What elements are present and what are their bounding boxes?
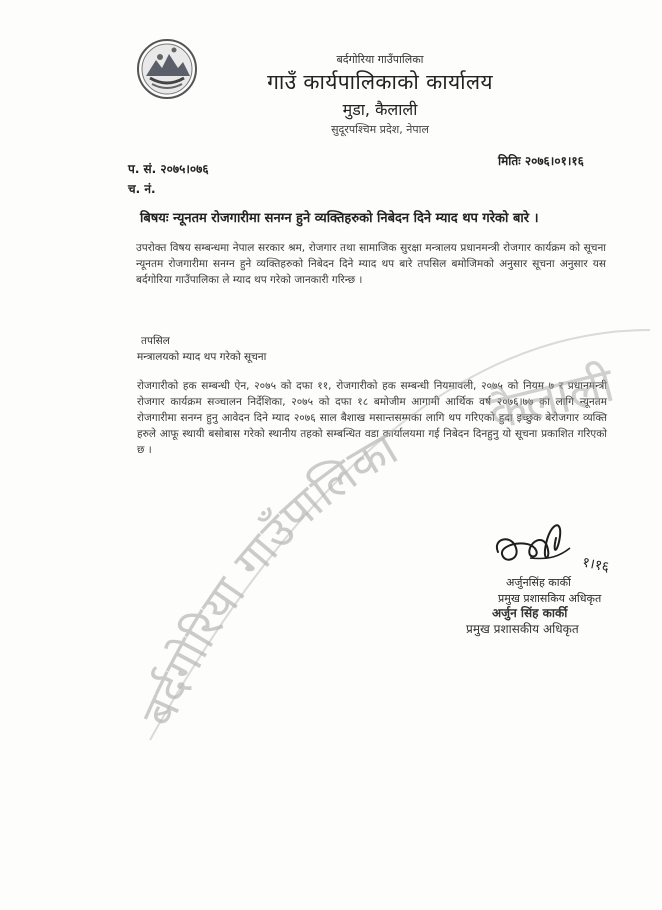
province-line: सुदूरपश्चिम प्रदेश, नेपाल [331,123,429,136]
stamp-arc-text: बर्दगोरिया गाउँपालिका [130,421,407,735]
signatory-name: अर्जुनसिंह कार्की [506,576,571,589]
stamp-side-text: कैलाली [482,356,620,442]
subject-line: बिषयः न्यूनतम रोजगारीमा सनग्न हुने व्यक्तिहरुको निबेदन दिने म्याद थप गरेको बारे । [140,211,539,226]
reference-number: प. सं. २०७५।०७६ [128,162,209,176]
body-paragraph-1: उपरोक्त विषय सम्बन्धमा नेपाल सरकार श्रम, रोजगार तथा सामाजिक सुरक्षा मन्त्रालय प्रधानमन्त्री रोजगार कार्यक्रम को सूचना न्यूनतम रोजगारीमा सनग्न हुने व्यक्तिहरुको निबेदन दिने म्याद थप बारे तपसिल बमोजिमको अनुसार सूचना अनुसार यस बर्दगोरिया गाउँपालिका ले म्याद थप गरेको जानकारी गरिन्छ । [136,242,606,286]
tapsil-heading: तपसिल [141,335,170,347]
seal-name: अर्जुन सिंह कार्की [492,606,568,620]
office-title: गाउँ कार्यपालिकाको कार्यालय [267,70,493,94]
letter-date: मितिः २०७६।०१।१६ [498,154,584,168]
org-name-small: बर्दगोरिया गाउँपालिका [336,53,424,66]
office-location: मुडा, कैलाली [342,100,418,119]
ministry-notice-line: मन्त्रालयको म्याद थप गरेको सूचना [137,351,267,363]
chalan-number: च. नं. [128,182,156,196]
handwritten-signature [490,508,630,578]
nepal-emblem-logo [136,38,198,100]
signature-scribble-number: १।१६ [580,554,611,576]
body-paragraph-2: रोजगारीको हक सम्बन्धी ऐन, २०७५ को दफा ११, रोजगारीको हक सम्बन्धी नियमावली, २०७५ को नियम ७ र प्रधानमन्त्री रोजगार कार्यक्रम सञ्चालन निर्देशिका, २०७५ को दफा १८ बमोजीम आगामी आर्थिक वर्ष २०७६।७७ का लागि न्यूनतम रोजगारीमा सनग्न हुनु आवेदन दिने म्याद २०७६ साल बैशाख मसान्तसम्मका लागि थप गरिएको हुदा इच्छुक बेरोजगार व्यक्ति हरुले आफू स्थायी बसोबास गरेको स्थानीय तहको सम्बन्धित वडा कार्यालयमा गई निबेदन दिनहुनु यो सूचना प्रकाशित गरिएको छ । [137,380,607,456]
signatory-title: प्रमुख प्रशासकिय अधिकृत [498,592,602,605]
seal-title: प्रमुख प्रशासकीय अधिकृत [466,622,579,636]
